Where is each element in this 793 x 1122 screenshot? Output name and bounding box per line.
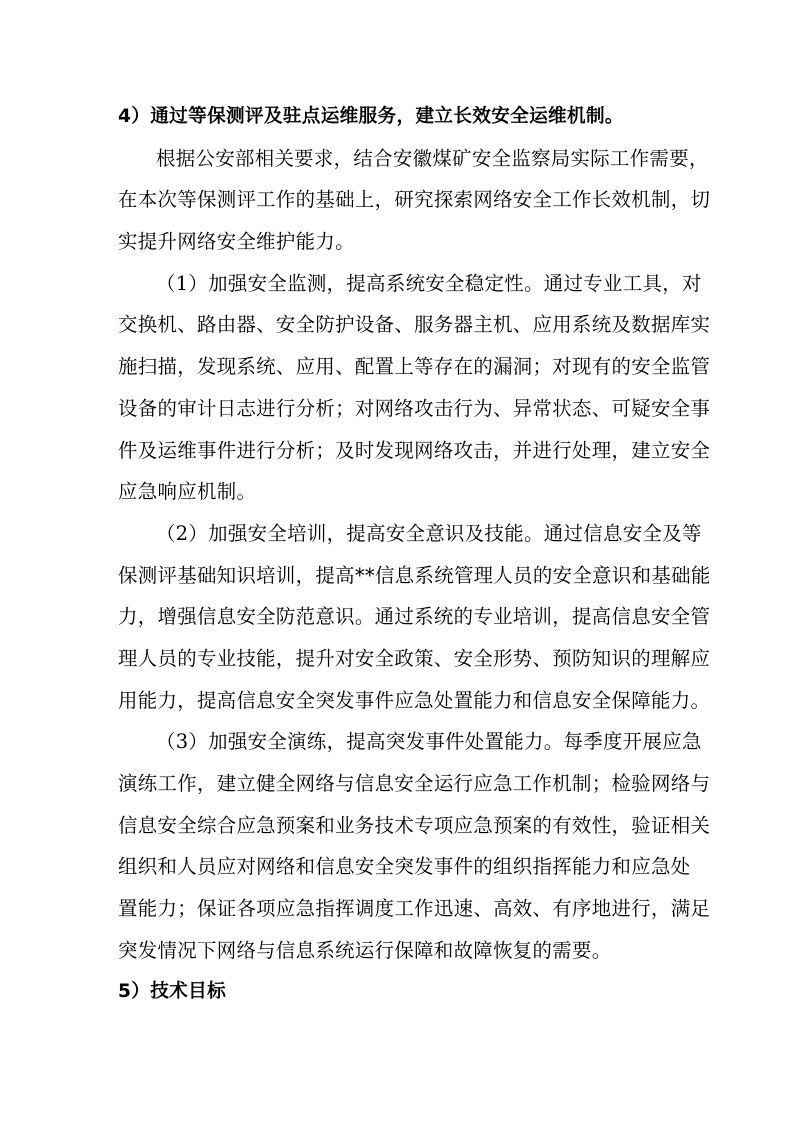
item-3-paragraph [118, 721, 711, 971]
paragraph-line: 演练工作，建立健全网络与信息安全运行应急工作机制；检验网络与 [118, 772, 711, 795]
document-page [118, 96, 711, 1013]
paragraph-line: 施扫描，发现系统、应用、配置上等存在的漏洞；对现有的安全监管 [118, 355, 711, 379]
paragraph-line: 理人员的专业技能，提升对安全政策、安全形势、预防知识的理解应 [118, 646, 711, 670]
paragraph-line: 设备的审计日志进行分析；对网络攻击行为、异常状态、可疑安全事 [118, 396, 711, 420]
item-1-paragraph [118, 263, 711, 513]
paragraph-line: 保测评基础知识培训，提高**信息系统管理人员的安全意识和基础能 [118, 563, 711, 587]
paragraph-line: （3）加强安全演练，提高突发事件处置能力。每季度开展应急 [156, 730, 702, 754]
paragraph-line: 根据公安部相关要求，结合安徽煤矿安全监察局实际工作需要， [156, 146, 709, 170]
paragraph-line: 实提升网络安全维护能力。 [118, 230, 355, 254]
paragraph-line: 置能力；保证各项应急指挥调度工作迅速、高效、有序地进行，满足 [118, 897, 711, 921]
paragraph-line: 信息安全综合应急预案和业务技术专项应急预案的有效性，验证相关 [118, 813, 711, 837]
intro-paragraph [118, 138, 711, 263]
paragraph-line: 件及运维事件进行分析；及时发现网络攻击，并进行处理，建立安全 [118, 438, 711, 462]
section-heading-5: 5）技术目标 [118, 981, 227, 1003]
paragraph-line: （1）加强安全监测，提高系统安全稳定性。通过专业工具，对 [156, 271, 702, 295]
paragraph-line: 组织和人员应对网络和信息安全突发事件的组织指挥能力和应急处 [118, 855, 691, 879]
paragraph-line: （2）加强安全培训，提高安全意识及技能。通过信息安全及等 [156, 521, 702, 545]
paragraph-line: 突发情况下网络与信息系统运行保障和故障恢复的需要。 [118, 938, 612, 962]
section-heading-4: 4）通过等保测评及驻点运维服务，建立长效安全运维机制。 [118, 106, 624, 127]
paragraph-line: 在本次等保测评工作的基础上，研究探索网络安全工作长效机制，切 [118, 188, 711, 212]
item-2-paragraph [118, 513, 711, 721]
paragraph-line: 力，增强信息安全防范意识。通过系统的专业培训，提高信息安全管 [118, 605, 711, 629]
paragraph-line: 交换机、路由器、安全防护设备、服务器主机、应用系统及数据库实 [118, 313, 711, 337]
paragraph-line: 应急响应机制。 [118, 480, 257, 504]
paragraph-line: 用能力，提高信息安全突发事件应急处置能力和信息安全保障能力。 [118, 688, 711, 712]
